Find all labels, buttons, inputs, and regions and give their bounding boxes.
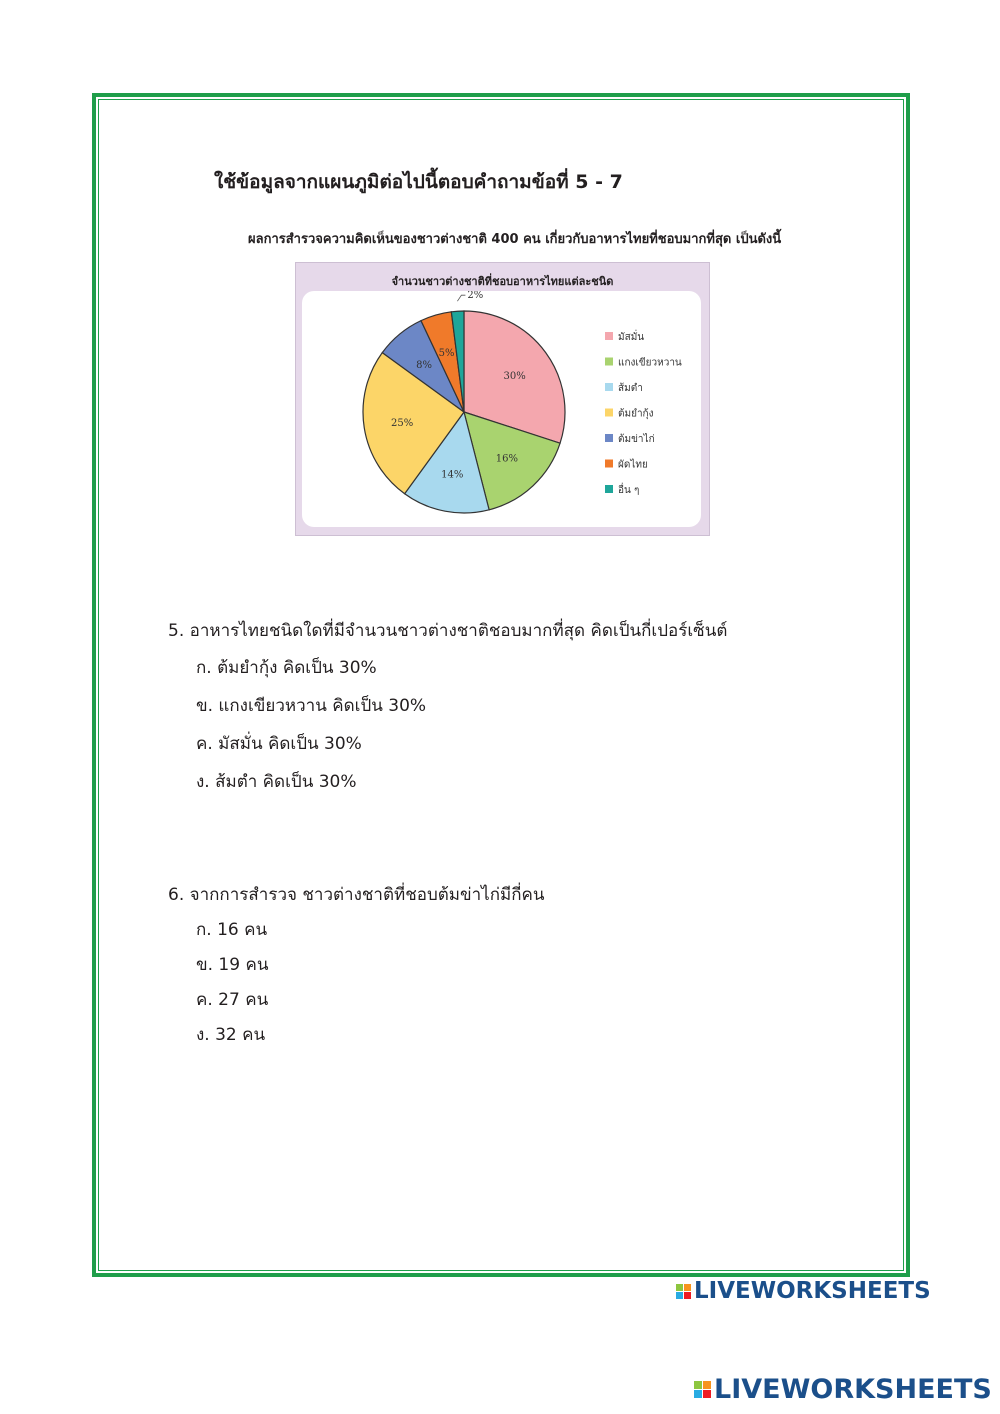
question-5-option-a[interactable]: ก. ต้มยำกุ้ง คิดเป็น 30% [196,658,377,678]
logo-icon [676,1284,691,1299]
pie-slice-label-3: 25% [391,417,414,429]
legend-label-4: ต้มข่าไก่ [618,434,655,445]
pie-slice-label-2: 14% [441,469,464,481]
legend-swatch-0 [605,332,613,340]
question-5-stem: 5. อาหารไทยชนิดใดที่มีจำนวนชาวต่างชาติชอบมากที่สุด คิดเป็นกี่เปอร์เซ็นต์ [168,621,728,641]
legend-swatch-5 [605,460,613,468]
pie-leader-line-6 [457,295,465,301]
question-6-option-a[interactable]: ก. 16 คน [196,920,268,940]
chart-area [302,291,701,527]
question-5-option-c[interactable]: ค. มัสมั่น คิดเป็น 30% [196,734,362,754]
question-6-stem: 6. จากการสำรวจ ชาวต่างชาติที่ชอบต้มข่าไก่มีกี่คน [168,885,545,905]
question-6-option-b[interactable]: ข. 19 คน [196,955,269,975]
legend-label-6: อื่น ๆ [618,485,640,496]
liveworksheets-logo [676,1278,931,1304]
logo-text: LIVEWORKSHEETS [694,1278,931,1304]
pie-slice-label-0: 30% [503,371,526,383]
legend-swatch-6 [605,485,613,493]
legend-label-1: แกงเขียวหวาน [618,357,682,369]
logo-text: LIVEWORKSHEETS [714,1374,992,1405]
question-5-option-b[interactable]: ข. แกงเขียวหวาน คิดเป็น 30% [196,696,427,716]
chart-title: จำนวนชาวต่างชาติที่ชอบอาหารไทยแต่ละชนิด [391,275,614,288]
pie-chart [302,291,701,527]
chart-caption: ผลการสำรวจความคิดเห็นของชาวต่างชาติ 400 คน เกี่ยวกับอาหารไทยที่ชอบมากที่สุด เป็นดังนี้ [248,232,782,247]
pie-slice-label-5: 5% [438,347,455,359]
legend-label-3: ต้มยำกุ้ง [618,408,654,420]
legend-swatch-3 [605,409,613,417]
legend-label-5: ผัดไทย [618,459,648,471]
legend-swatch-2 [605,383,613,391]
question-6-option-c[interactable]: ค. 27 คน [196,990,269,1010]
question-5-option-d[interactable]: ง. ส้มตำ คิดเป็น 30% [196,772,357,792]
pie-chart-panel [295,262,710,536]
pie-slice-label-4: 8% [416,359,433,371]
legend-label-0: มัสมั่น [618,332,645,343]
liveworksheets-logo-footer [694,1374,992,1405]
pie-slice-label-6: 2% [467,291,484,302]
legend-swatch-4 [605,434,613,442]
worksheet-heading: ใช้ข้อมูลจากแผนภูมิต่อไปนี้ตอบคำถามข้อที่ 5 - 7 [214,171,623,193]
pie-slice-label-1: 16% [495,453,518,465]
legend-label-2: ส้มตำ [618,383,643,394]
legend-swatch-1 [605,358,613,366]
logo-icon [694,1381,711,1398]
question-6-option-d[interactable]: ง. 32 คน [196,1025,266,1045]
